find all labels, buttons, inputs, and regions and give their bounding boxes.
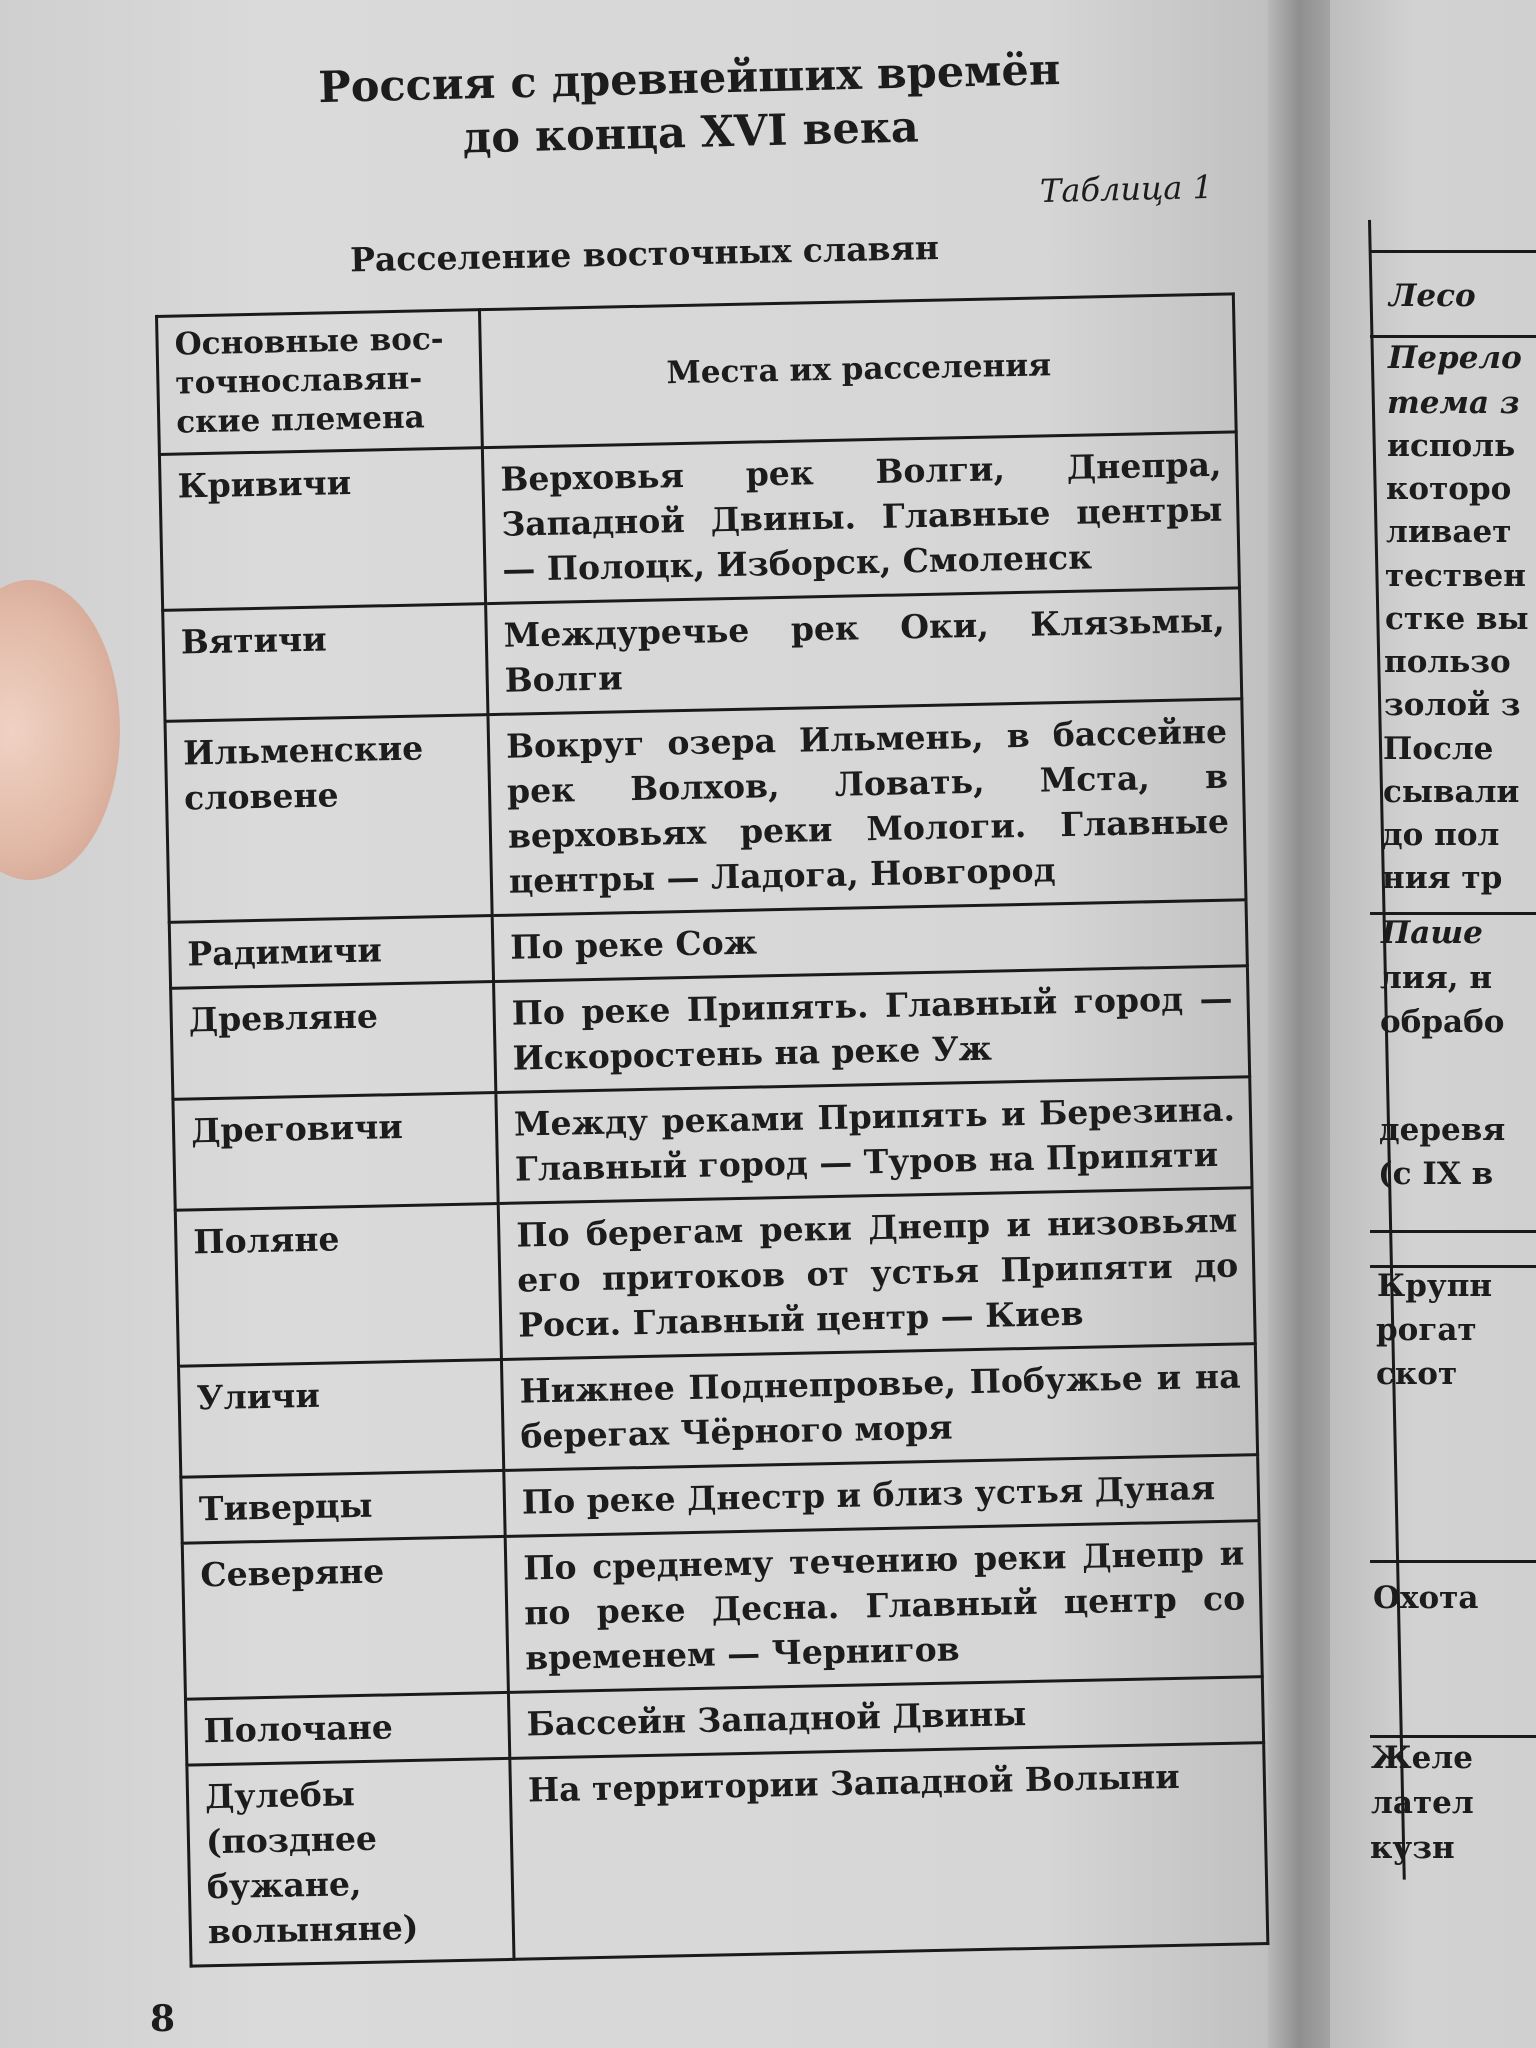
places-cell: На территории Западной Волыни bbox=[510, 1743, 1268, 1960]
header-places: Места их расселения bbox=[479, 294, 1236, 448]
right-page-fragment: Желе bbox=[1371, 1740, 1473, 1776]
right-page-fragment: После bbox=[1383, 731, 1494, 767]
tribe-cell: Полочане bbox=[185, 1692, 509, 1765]
settlement-table bbox=[155, 292, 1269, 1967]
right-page-fragment: до пол bbox=[1382, 817, 1500, 853]
right-page-fragment: сывали bbox=[1383, 774, 1520, 810]
right-page-fragment: деревя bbox=[1379, 1112, 1506, 1148]
places-cell: Вокруг озера Ильмень, в бассейне рек Волхов, Ловать, Мста, в верховьях реки Мологи. Главные центры — Ладога, Новгород bbox=[488, 699, 1246, 916]
tribe-cell: Дреговичи bbox=[173, 1093, 498, 1211]
right-table-rule bbox=[1370, 250, 1536, 253]
tribe-cell: Ильменские словене bbox=[165, 715, 492, 923]
tribe-cell: Вятичи bbox=[163, 604, 488, 722]
right-page-fragment: рогат bbox=[1376, 1312, 1477, 1348]
right-page-fragment: ливает bbox=[1386, 514, 1512, 550]
tribe-cell: Древляне bbox=[171, 982, 496, 1100]
right-page-fragment: Перело bbox=[1388, 340, 1522, 376]
right-page-fragment: Крупн bbox=[1377, 1268, 1493, 1304]
table-row bbox=[187, 1743, 1268, 1967]
places-cell: Между реками Припять и Березина. Главный город — Туров на Припяти bbox=[496, 1077, 1252, 1204]
table-row bbox=[159, 432, 1239, 611]
right-page-fragment: пользо bbox=[1384, 644, 1511, 680]
tribe-cell: Радимичи bbox=[169, 916, 493, 989]
right-page-fragment: Лесо bbox=[1389, 278, 1476, 314]
places-cell: По реке Днестр и близ устья Дуная bbox=[504, 1455, 1259, 1537]
right-page-fragment: Охота bbox=[1373, 1580, 1479, 1616]
chapter-title-line-1: Россия с древнейших времён bbox=[317, 44, 1061, 114]
header-tribes: Основные вос- точнославян- ские племена bbox=[157, 310, 483, 455]
right-page-fragment: (с IX в bbox=[1378, 1156, 1494, 1192]
right-page-fragment: тествен bbox=[1385, 558, 1526, 594]
places-cell: По среднему течению реки Днепр и по реке Десна. Главный центр со временем — Чернигов bbox=[505, 1521, 1262, 1693]
right-page-fragment: скот bbox=[1376, 1356, 1458, 1392]
right-page-fragment: обрабо bbox=[1380, 1004, 1505, 1040]
right-page-fragment: лия, н bbox=[1380, 960, 1493, 996]
right-page-fragment: исполь bbox=[1387, 428, 1516, 464]
tribe-cell: Тиверцы bbox=[181, 1470, 505, 1543]
right-page-fragment: Паше bbox=[1381, 915, 1483, 951]
places-cell: Междуречье рек Оки, Клязьмы, Волги bbox=[486, 588, 1242, 715]
right-page-fragment: которо bbox=[1386, 471, 1512, 507]
places-cell: Нижнее Поднепровье, Побужье и на берегах Чёрного моря bbox=[501, 1344, 1257, 1471]
settlement-table-wrapper bbox=[155, 292, 1269, 1967]
right-table-rule bbox=[1370, 1735, 1536, 1738]
table-row bbox=[165, 699, 1246, 923]
right-table-rule bbox=[1370, 335, 1536, 338]
places-cell: По реке Припять. Главный город — Искоростень на реке Уж bbox=[494, 966, 1250, 1093]
tribe-cell: Уличи bbox=[179, 1359, 504, 1477]
places-cell: По реке Сож bbox=[492, 900, 1247, 982]
tribe-cell: Дулебы (позднее бужане, волыняне) bbox=[187, 1758, 514, 1966]
table-caption: Расселение восточных славян bbox=[349, 228, 940, 280]
table-number: Таблица 1 bbox=[1039, 167, 1214, 211]
chapter-title-line-2: до конца XVI века bbox=[462, 102, 920, 164]
right-table-rule bbox=[1370, 1230, 1536, 1233]
places-cell: Верховья рек Волги, Днепра, Западной Двины. Главные центры — Полоцк, Изборск, Смоленск bbox=[482, 432, 1239, 604]
book-gutter bbox=[1268, 0, 1338, 2048]
right-table-rule bbox=[1370, 1560, 1536, 1563]
tribe-cell: Кривичи bbox=[159, 448, 485, 611]
page-number: 8 bbox=[150, 1998, 176, 2040]
table-header-row bbox=[157, 294, 1237, 455]
chapter-title bbox=[249, 41, 1131, 170]
right-page-fragment: тема з bbox=[1387, 385, 1520, 421]
right-page-fragment: кузн bbox=[1370, 1830, 1455, 1866]
right-page-fragment: стке вы bbox=[1385, 601, 1529, 637]
places-cell: По берегам реки Днепр и низовьям его притоков от устья Припяти до Роси. Главный центр — Киев bbox=[498, 1188, 1255, 1360]
tribe-cell: Поляне bbox=[175, 1204, 501, 1367]
right-page-fragment: ния тр bbox=[1382, 860, 1503, 896]
table-row bbox=[175, 1188, 1255, 1367]
tribe-cell: Северяне bbox=[182, 1536, 508, 1699]
right-page-fragment: золой з bbox=[1384, 687, 1521, 723]
right-page-fragment: лател bbox=[1371, 1785, 1474, 1821]
table-row bbox=[182, 1521, 1262, 1700]
places-cell: Бассейн Западной Двины bbox=[508, 1677, 1263, 1759]
